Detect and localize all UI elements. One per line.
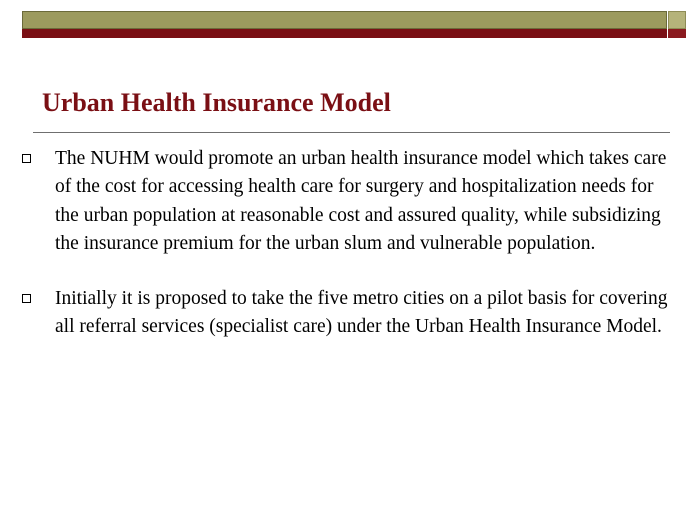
bullet-item	[22, 145, 682, 258]
bullet-list	[22, 145, 682, 369]
header-olive-band	[22, 11, 667, 29]
square-bullet-icon	[22, 154, 31, 163]
bullet-item	[22, 285, 682, 342]
title-divider	[33, 132, 670, 133]
header-olive-band-end	[668, 11, 686, 29]
header-maroon-band-end	[668, 29, 686, 38]
header-maroon-band	[22, 29, 667, 38]
bullet-text: The NUHM would promote an urban health insurance model which takes care of the cost for accessing health care for surgery and hospitalization needs for the urban population at reasonable cost and assured quality, while subsidizing the insurance premium for the urban slum and vulnerable population.	[55, 148, 667, 254]
slide-title: Urban Health Insurance Model	[42, 88, 391, 117]
bullet-text: Initially it is proposed to take the five metro cities on a pilot basis for covering all referral services (specialist care) under the Urban Health Insurance Model.	[55, 288, 668, 338]
square-bullet-icon	[22, 294, 31, 303]
